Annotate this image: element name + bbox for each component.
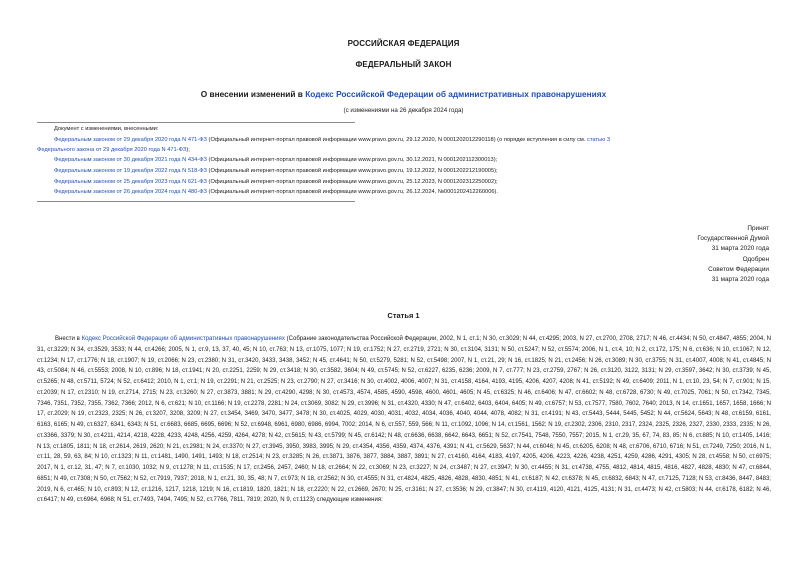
article-text: (Собрание законодательства Российской Федерации, 2002, N 1, ст.1; N 30, ст.3029; N 44, ст.4295; 2003, N 27, ст.2700, 2708, 2717; N 46, ст.4434; N 50, ст.4847, 4855; 2004, N 31, ст.3229; N 34, ст.3529, 3533; N 44, ст.4266; 2005, N 1, ст.9, 13, 37, 40, 45; N 10, ст.763; N 13, ст.1075, 1077; N 19, ст.1752; N 27, ст.2719, 2721; N 30, ст.3104, 3131; N 50, ст.5247; N 52, ст.5574; 2006, N 1, ст.4, 10; N 2, ст.172, 175; N 6, ст.636; N 10, ст.1067; N 12, ст.1234; N 17, ст.1776; N 18, ст.1907; N 19, ст.2066; N 23, ст.2380; N 31, ст.3420, 3433, 3438, 3452; N 45, ст.4641; N 50, ст.5279, 5281; N 52, ст.5498; 2007, N 1, ст.21, 29; N 16, ст.1825; N 21, ст.2456; N 26, ст.3089; N 30, ст.3755; N 31, ст.4007, 4008; N 41, ст.4845; N 43, ст.5084; N 46, ст.5553; 2008, N 10, ст.896; N 18, ст.1941; N 20, ст.2251, 2259; N 29, ст.3418; N 30, ст.3582, 3604; N 49, ст.5745; N 52, ст.6227, 6235, 6236; 2009, N 7, ст.777; N 23, ст.2759, 2767; N 26, ст.3120, 3122, 3131; N 29, ст.3597, 3642; N 30, ст.3739; N 45, ст.5265; N 48, ст.5711, 5724; N 52, ст.6412; 2010, N 1, ст.1; N 19, ст.2291; N 21, ст.2525; N 23, ст.2790; N 27, ст.3416; N 30, ст.4002, 4006, 4007; N 31, ст.4158, 4164, 4193, 4195, 4206, 4207, 4208; N 41, ст.5192; N 49, ст.6409; 2011, N 1, ст.10, 23, 54; N 7, ст.901; N 15, ст.2039; N 17, ст.2310; N 19, ст.2714, 2715; N 23, ст.3260; N 27, ст.3873, 3881; N 29, ст.4290, 4298; N 30, ст.4573, 4574, 4585, 4590, 4598, 4600, 4601, 4605; N 45, ст.6325; N 46, ст.6406; N 47, ст.6602; N 48, ст.6728, 6730; N 49, ст.7025, 7061; N 50, ст.7342, 7345, 7346, 7351, 7352, 7355, 7362, 7366; 2012, N 6, ст.621; N 10, ст.1166; N 19, ст.2278, 2281; N 24, ст.3069, 3082; N 29, ст.3996; N 31, ст.4320, 4330; N 47, ст.6402, 6403, 6404, 6405; N 49, ст.6757; N 53, ст.7577, 7580, 7602, 7640; 2013, N 14, ст.1651, 1657, 1658, 1666; N 17, ст.2029; N 19, ст.2323, 2325; N 26, ст.3207, 3208, 3209; N 27, ст.3454, 3469, 3470, 3477, 3478; N 30, ст.4025, 4029, 4030, 4031, 4032, 4034, 4036, 4040, 4044, 4078, 4082; N 31, ст.4191; N 43, ст.5443, 5444, 5445, 5452; N 44, ст.5624, 5643; N 48, ст.6159, 6161, 6163, 6165; N 49, ст.6327, 6341, 6343; N 51, ст.6683, 6685, 6695, 6696; N 52, ст.6948, 6961, 6980, 6986, 6994, 7002; 2014, N 6, ст.557, 559, 566; N 11, ст.1092, 1096; N 14, ст.1561, 1562; N 19, ст.2302, 2306, 2310, 2317, 2324, 2325, 2326, 2327, 2330, 2333, 2335; N 26, ст.3366, 3379; N 30, ст.4211, 4214, 4218, 4228, 4233, 4248, 4256, 4259, 4264, 4278; N 42, ст.5615; N 43, ст.5799; N 45, ст.6142; N 48, ст.6636, 6638, 6642, 6643, 6651; N 52, ст.7541, 7548, 7550, 7557; 2015, N 1, ст.29, 35, 67, 74, 83, 85; N 6, ст.885; N 10, ст.1405, 1416; N 13, ст.1805, 1811; N 18, ст.2614, 2619, 2620; N 21, ст.2981; N 24, ст.3370; N 27, ст.3945, 3950, 3983, 3995; N 29, ст.4354, 4356, 4359, 4374, 4376, 4391; N 41, ст.5629, 5637; N 44, ст.6046; N 45, ст.6205, 6208; N 48, ст.6706, 6710, 6716; N 51, ст.7249, 7250; 2016, N 1, ст.11, 28, 59, 63, 84; N 10, ст.1323; N 11, ст.1481, 1490, 1491, 1493; N 18, ст.2514; N 23, ст.3285; N 26, ст.3871, 3876, 3877, 3884, 3887, 3891; N 27, ст.4160, 4164, 4183, 4197, 4205, 4206, 4223, 4226, 4238, 4251, 4259, 4286, 4291, 4305; N 28, ст.4558; N 50, ст.6975; 2017, N 1, ст.12, 31, 47; N 7, ст.1030, 1032; N 9, ст.1278; N 11, ст.1535; N 17, ст.2456, 2457, 2460; N 18, ст.2664; N 22, ст.3069; N 23, ст.3227; N 24, ст.3487; N 27, ст.3947; N 30, ст.4455; N 31, ст.4738, 4755, 4812, 4814, 4815, 4816, 4827, 4828, 4830; N 47, ст.6844, 6851; N 49, ст.7308; N 50, ст.7562; N 52, ст.7919, 7937; 2018, N 1, ст.21, 30, 35, 48; N 7, ст.973; N 18, ст.2562; N 30, ст.4555; N 31, ст.4824, 4825, 4826, 4828, 4830, 4851; N 41, ст.6187; N 42, ст.6378; N 45, ст.6832, 6843; N 47, ст.7125, 7128; N 53, ст.8436, 8447, 8483; 2019, N 6, ст.465; N 10, ст.893; N 12, ст.1216, 1217, 1218, 1219; N 16, ст.1819, 1820, 1821; N 18, ст.2220; N 22, ст.2669, 2670; N 25, ст.3161; N 27, ст.3536; N 29, ст.3847; N 30, ст.4119, 4120, 4121, 4125, 4131; N 31, ст.4473; N 42, ст.5803; N 44, ст.6178, 6182; N 46, ст.6417; N 49, ст.6964, 6968; N 51, ст.7493, 7494, 7495; N 52, ст.7766, 7811, 7819; 2020, N 9, ст.1123) следующие изменения: bbox=[37, 336, 772, 504]
adoption-block bbox=[697, 224, 769, 285]
article-intro: Внести в bbox=[55, 336, 82, 342]
codex-link[interactable]: Кодекс Российской Федерации об административных правонарушениях bbox=[305, 89, 607, 99]
edition-tail: ); bbox=[186, 147, 190, 153]
editions-top-rule bbox=[37, 122, 355, 123]
article-codex-link[interactable]: Кодекс Российской Федерации об административных правонарушениях bbox=[81, 336, 285, 342]
edition-law-link[interactable]: Федерального закона от 29 декабря 2020 года N 471-ФЗ bbox=[37, 147, 187, 153]
approved-label: Одобрен bbox=[742, 255, 769, 263]
edition-item bbox=[54, 155, 497, 165]
title-prefix: О внесении изменений в bbox=[200, 89, 306, 99]
edition-text: (Официальный интернет-портал правовой информации www.pravo.gov.ru, 29.12.2020, N 0001202012290118) (о порядке вступления в силу см. bbox=[206, 137, 587, 143]
edition-item bbox=[54, 187, 498, 197]
adopted-by: Государственной Думой bbox=[697, 235, 769, 243]
edition-item bbox=[54, 177, 498, 187]
approved-by: Советом Федерации bbox=[708, 265, 769, 273]
edition-link[interactable]: Федеральным законом от 30 декабря 2021 года N 434-ФЗ bbox=[54, 157, 207, 163]
edition-article-link[interactable]: статью 3 bbox=[586, 137, 610, 143]
article-heading: Статья 1 bbox=[387, 311, 420, 320]
country-heading: РОССИЙСКАЯ ФЕДЕРАЦИЯ bbox=[347, 39, 460, 48]
approved-date: 31 марта 2020 года bbox=[711, 276, 769, 284]
adopted-label: Принят bbox=[747, 225, 769, 232]
adopted-date: 31 марта 2020 года bbox=[711, 245, 769, 253]
document-title bbox=[0, 89, 807, 99]
edition-item-continuation bbox=[37, 145, 190, 155]
edition-link[interactable]: Федеральным законом от 19 декабря 2022 года N 518-ФЗ bbox=[54, 168, 207, 174]
edition-note: (с изменениями на 26 декабря 2024 года) bbox=[343, 107, 464, 114]
edition-link[interactable]: Федеральным законом от 29 декабря 2020 года N 471-ФЗ bbox=[54, 137, 207, 143]
law-type-heading: ФЕДЕРАЛЬНЫЙ ЗАКОН bbox=[355, 60, 452, 69]
article-body bbox=[37, 334, 771, 506]
edition-item bbox=[54, 166, 498, 176]
edition-link[interactable]: Федеральным законом от 25 декабря 2023 года N 621-ФЗ bbox=[54, 179, 207, 185]
edition-text: (Официальный интернет-портал правовой информации www.pravo.gov.ru, 26.12.2024, №0001202412260006). bbox=[206, 189, 499, 195]
editions-intro: Документ с изменениями, внесенными: bbox=[54, 126, 159, 132]
edition-link[interactable]: Федеральным законом от 26 декабря 2024 года N 480-ФЗ bbox=[54, 189, 207, 195]
edition-text: (Официальный интернет-портал правовой информации www.pravo.gov.ru, 19.12.2022, N 0001202212190005); bbox=[206, 168, 498, 174]
edition-text: (Официальный интернет-портал правовой информации www.pravo.gov.ru, 25.12.2023, N 0001202312250002); bbox=[206, 179, 498, 185]
edition-item bbox=[54, 135, 610, 145]
edition-text: (Официальный интернет-портал правовой информации www.pravo.gov.ru, 30.12.2021, N 0001202112300013); bbox=[206, 157, 498, 163]
editions-bottom-rule bbox=[37, 201, 355, 202]
